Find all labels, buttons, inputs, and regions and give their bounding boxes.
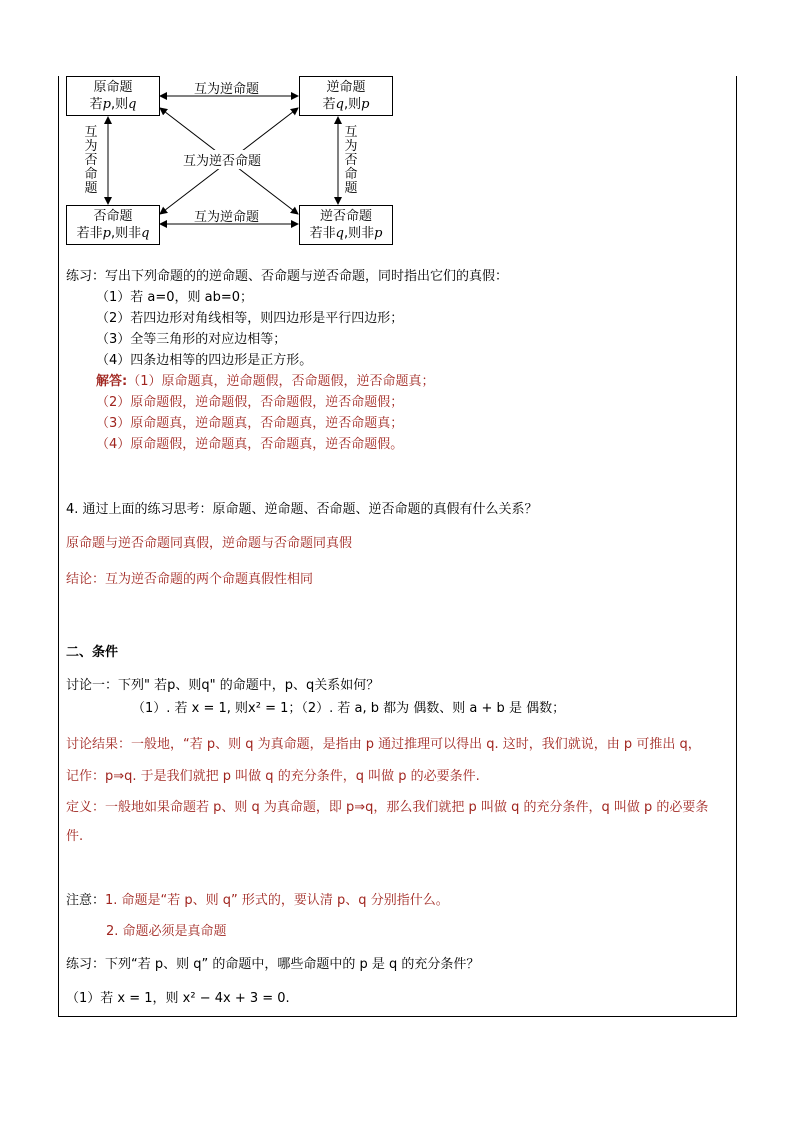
exercise1-item-3: （3）全等三角形的对应边相等； xyxy=(96,332,287,347)
discussion-result-1 xyxy=(66,733,701,752)
exercise1-item-4: （4）四条边相等的四边形是正方形。 xyxy=(96,353,313,368)
box-inverse-body: 若非p,则非q xyxy=(76,226,150,241)
condition-heading: 二、条件 xyxy=(66,645,119,660)
right-edge-label: 互为否命题 xyxy=(344,125,358,196)
answer-line-4: （4）原命题假，逆命题真，否命题真，逆否命题假。 xyxy=(96,437,404,452)
note-line-1 xyxy=(66,889,449,908)
box-contrapositive-title: 逆否命题 xyxy=(319,209,372,224)
box-contrapositive-body: 若非q,则非p xyxy=(309,226,383,241)
note-line-2: 2. 命题必须是真命题 xyxy=(106,924,227,939)
answer-1: （1）原命题真，逆命题假，否命题假，逆否命题真； xyxy=(127,374,435,389)
note-label: 注意： xyxy=(66,893,106,908)
left-edge-label: 互为否命题 xyxy=(84,125,98,196)
note-1: 1. 命题是“若 p、则 q” 形式的，要认清 p、q 分别指什么。 xyxy=(105,893,449,908)
result-line-1-text: 讨论结果：一般地，“若 p、则 q 为真命题，是指由 p 通过推理可以得出 q. 这时，我们就说，由 p 可推出 q， xyxy=(66,737,701,752)
discussion-result-2: 记作：p⇒q. 于是我们就把 p 叫做 q 的充分条件，q 叫做 p 的必要条件. xyxy=(66,769,480,784)
section4-conclusion: 结论：互为逆否命题的两个命题真假性相同 xyxy=(66,572,314,587)
box-contrapositive xyxy=(299,205,393,245)
bottom-edge-label: 互为逆命题 xyxy=(194,210,260,225)
exercise2-item-1: （1）若 x = 1，则 x² − 4x + 3 = 0. xyxy=(66,991,290,1006)
box-converse xyxy=(299,76,393,116)
discussion-question: 讨论一：下列" 若p、则q" 的命题中，p、q关系如何？ xyxy=(66,678,380,693)
discussion-items: （1）. 若 x = 1, 则x² = 1；（2）. 若 a, b 都为 偶数、则 a + b 是 偶数； xyxy=(132,701,566,716)
box-inverse-title: 否命题 xyxy=(93,209,133,224)
answer-line-3: （3）原命题真，逆命题真，否命题真，逆否命题真； xyxy=(96,416,404,431)
section4-question: 4. 通过上面的练习思考：原命题、逆命题、否命题、逆否命题的真假有什么关系？ xyxy=(66,502,538,517)
box-original-title: 原命题 xyxy=(93,80,133,95)
center-edge-label: 互为逆否命题 xyxy=(183,150,261,169)
top-edge-label: 互为逆命题 xyxy=(194,82,260,97)
answer-line-1 xyxy=(96,370,434,389)
exercise1-item-1: （1）若 a=0，则 ab=0； xyxy=(96,290,254,305)
box-original xyxy=(66,76,160,116)
box-converse-title: 逆命题 xyxy=(326,80,366,95)
definition-line-1: 定义：一般地如果命题若 p、则 q 为真命题，即 p⇒q，那么我们就把 p 叫做 q 的充分条件，q 叫做 p 的必要条 xyxy=(66,800,709,815)
box-converse-body: 若q,则p xyxy=(322,97,370,112)
exercise1-prompt: 练习：写出下列命题的的逆命题、否命题与逆否命题，同时指出它们的真假： xyxy=(66,269,509,284)
exercise2-prompt: 练习：下列“若 p、则 q” 的命题中，哪些命题中的 p 是 q 的充分条件？ xyxy=(66,957,480,972)
box-inverse xyxy=(66,205,160,245)
exercise1-item-2: （2）若四边形对角线相等，则四边形是平行四边形； xyxy=(96,311,404,326)
box-original-body: 若p,则q xyxy=(89,97,137,112)
answer-label: 解答: xyxy=(96,374,128,389)
section4-answer: 原命题与逆否命题同真假，逆命题与否命题同真假 xyxy=(66,536,353,551)
answer-line-2: （2）原命题假，逆命题假，否命题假，逆否命题假； xyxy=(96,395,404,410)
definition-line-2: 件. xyxy=(66,829,84,844)
